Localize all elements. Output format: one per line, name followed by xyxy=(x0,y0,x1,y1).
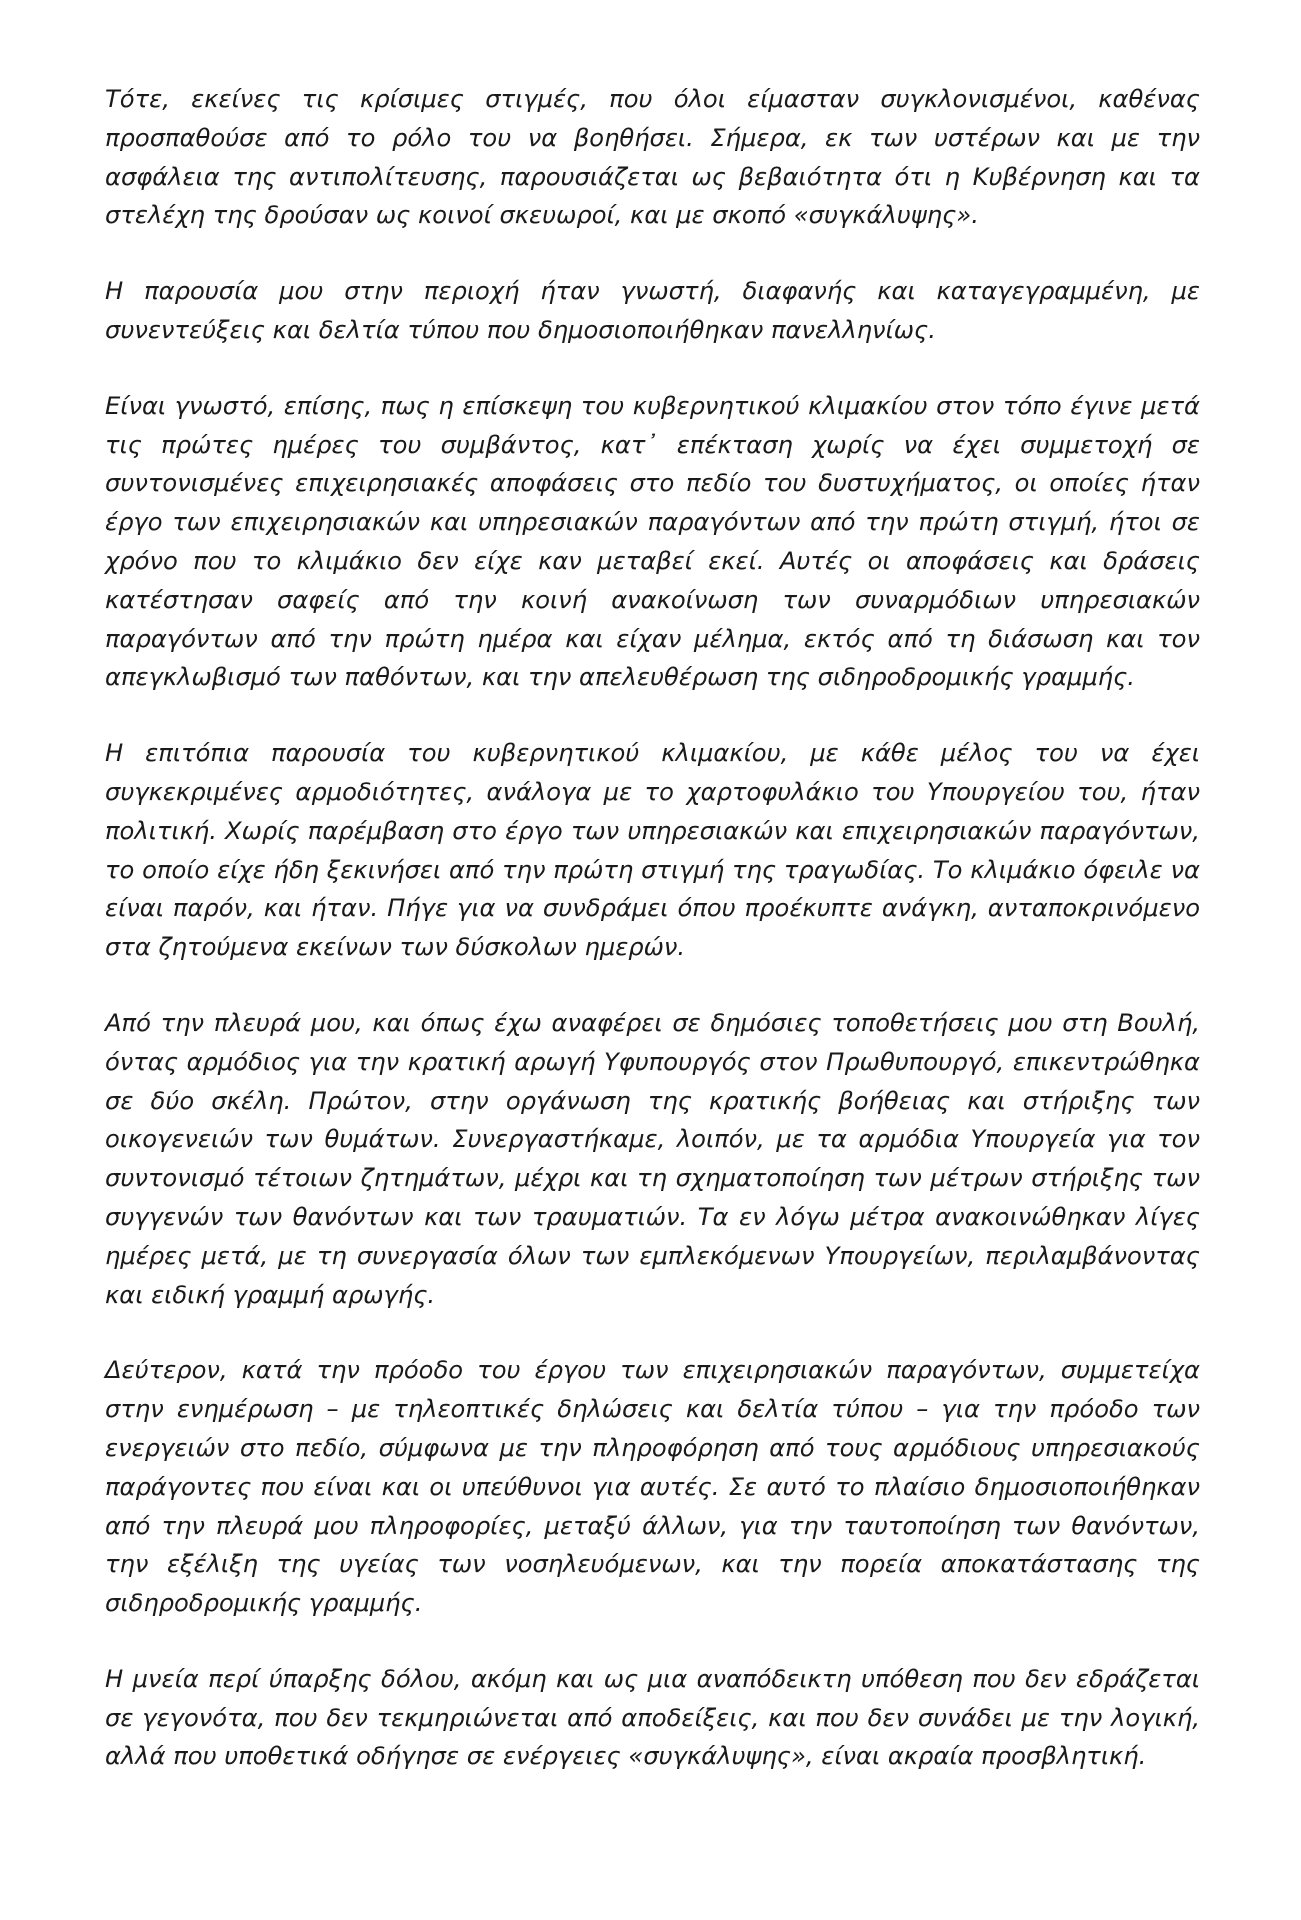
paragraph-4: Η επιτόπια παρουσία του κυβερνητικού κλιμακίου, με κάθε μέλος του να έχει συγκεκριμένες αρμοδιότητες, ανάλογα με το χαρτοφυλάκιο του Υπουργείου του, ήταν πολιτική. Χωρίς παρέμβαση στο έργο των υπηρεσιακών και επιχειρησιακών παραγόντων, το οποίο είχε ήδη ξεκινήσει από την πρώτη στιγμή της τραγωδίας. Το κλιμάκιο όφειλε να είναι παρόν, και ήταν. Πήγε για να συνδράμει όπου προέκυπτε ανάγκη, ανταποκρινόμενο στα ζητούμενα εκείνων των δύσκολων ημερών. xyxy=(105,739,1200,962)
paragraph-3: Είναι γνωστό, επίσης, πως η επίσκεψη του κυβερνητικού κλιμακίου στον τόπο έγινε μετά τις πρώτες ημέρες του συμβάντος, κατ᾽ επέκταση χωρίς να έχει συμμετοχή σε συντονισμένες επιχειρησιακές αποφάσεις στο πεδίο του δυστυχήματος, οι οποίες ήταν έργο των επιχειρησιακών και υπηρεσιακών παραγόντων από την πρώτη στιγμή, ήτοι σε χρόνο που το κλιμάκιο δεν είχε καν μεταβεί εκεί. Αυτές οι αποφάσεις και δράσεις κατέστησαν σαφείς από την κοινή ανακοίνωση των συναρμόδιων υπηρεσιακών παραγόντων από την πρώτη ημέρα και είχαν μέλημα, εκτός από τη διάσωση και τον απεγκλωβισμό των παθόντων, και την απελευθέρωση της σιδηροδρομικής γραμμής. xyxy=(105,391,1200,692)
paragraph-5: Από την πλευρά μου, και όπως έχω αναφέρει σε δημόσιες τοποθετήσεις μου στη Βουλή, όντας αρμόδιος για την κρατική αρωγή Υφυπουργός στον Πρωθυπουργό, επικεντρώθηκα σε δύο σκέλη. Πρώτον, στην οργάνωση της κρατικής βοήθειας και στήριξης των οικογενειών των θυμάτων. Συνεργαστήκαμε, λοιπόν, με τα αρμόδια Υπουργεία για τον συντονισμό τέτοιων ζητημάτων, μέχρι και τη σχηματοποίηση των μέτρων στήριξης των συγγενών των θανόντων και των τραυματιών. Τα εν λόγω μέτρα ανακοινώθηκαν λίγες ημέρες μετά, με τη συνεργασία όλων των εμπλεκόμενων Υπουργείων, περιλαμβάνοντας και ειδική γραμμή αρωγής. xyxy=(105,1008,1200,1309)
paragraph-6: Δεύτερον, κατά την πρόοδο του έργου των επιχειρησιακών παραγόντων, συμμετείχα στην ενημέρωση – με τηλεοπτικές δηλώσεις και δελτία τύπου – για την πρόοδο των ενεργειών στο πεδίο, σύμφωνα με την πληροφόρηση από τους αρμόδιους υπηρεσιακούς παράγοντες που είναι και οι υπεύθυνοι για αυτές. Σε αυτό το πλαίσιο δημοσιοποιήθηκαν από την πλευρά μου πληροφορίες, μεταξύ άλλων, για την ταυτοποίηση των θανόντων, την εξέλιξη της υγείας των νοσηλευόμενων, και την πορεία αποκατάστασης της σιδηροδρομικής γραμμής. xyxy=(105,1356,1200,1618)
paragraph-2: Η παρουσία μου στην περιοχή ήταν γνωστή, διαφανής και καταγεγραμμένη, με συνεντεύξεις και δελτία τύπου που δημοσιοποιήθηκαν πανελληνίως. xyxy=(105,277,1200,344)
document-body xyxy=(105,80,1200,1776)
paragraph-1: Τότε, εκείνες τις κρίσιμες στιγμές, που όλοι είμασταν συγκλονισμένοι, καθένας προσπαθούσε από το ρόλο του να βοηθήσει. Σήμερα, εκ των υστέρων και με την ασφάλεια της αντιπολίτευσης, παρουσιάζεται ως βεβαιότητα ότι η Κυβέρνηση και τα στελέχη της δρούσαν ως κοινοί σκευωροί, και με σκοπό «συγκάλυψης». xyxy=(105,85,1200,230)
paragraph-7: Η μνεία περί ύπαρξης δόλου, ακόμη και ως μια αναπόδεικτη υπόθεση που δεν εδράζεται σε γεγονότα, που δεν τεκμηριώνεται από αποδείξεις, και που δεν συνάδει με την λογική, αλλά που υποθετικά οδήγησε σε ενέργειες «συγκάλυψης», είναι ακραία προσβλητική. xyxy=(105,1664,1200,1771)
